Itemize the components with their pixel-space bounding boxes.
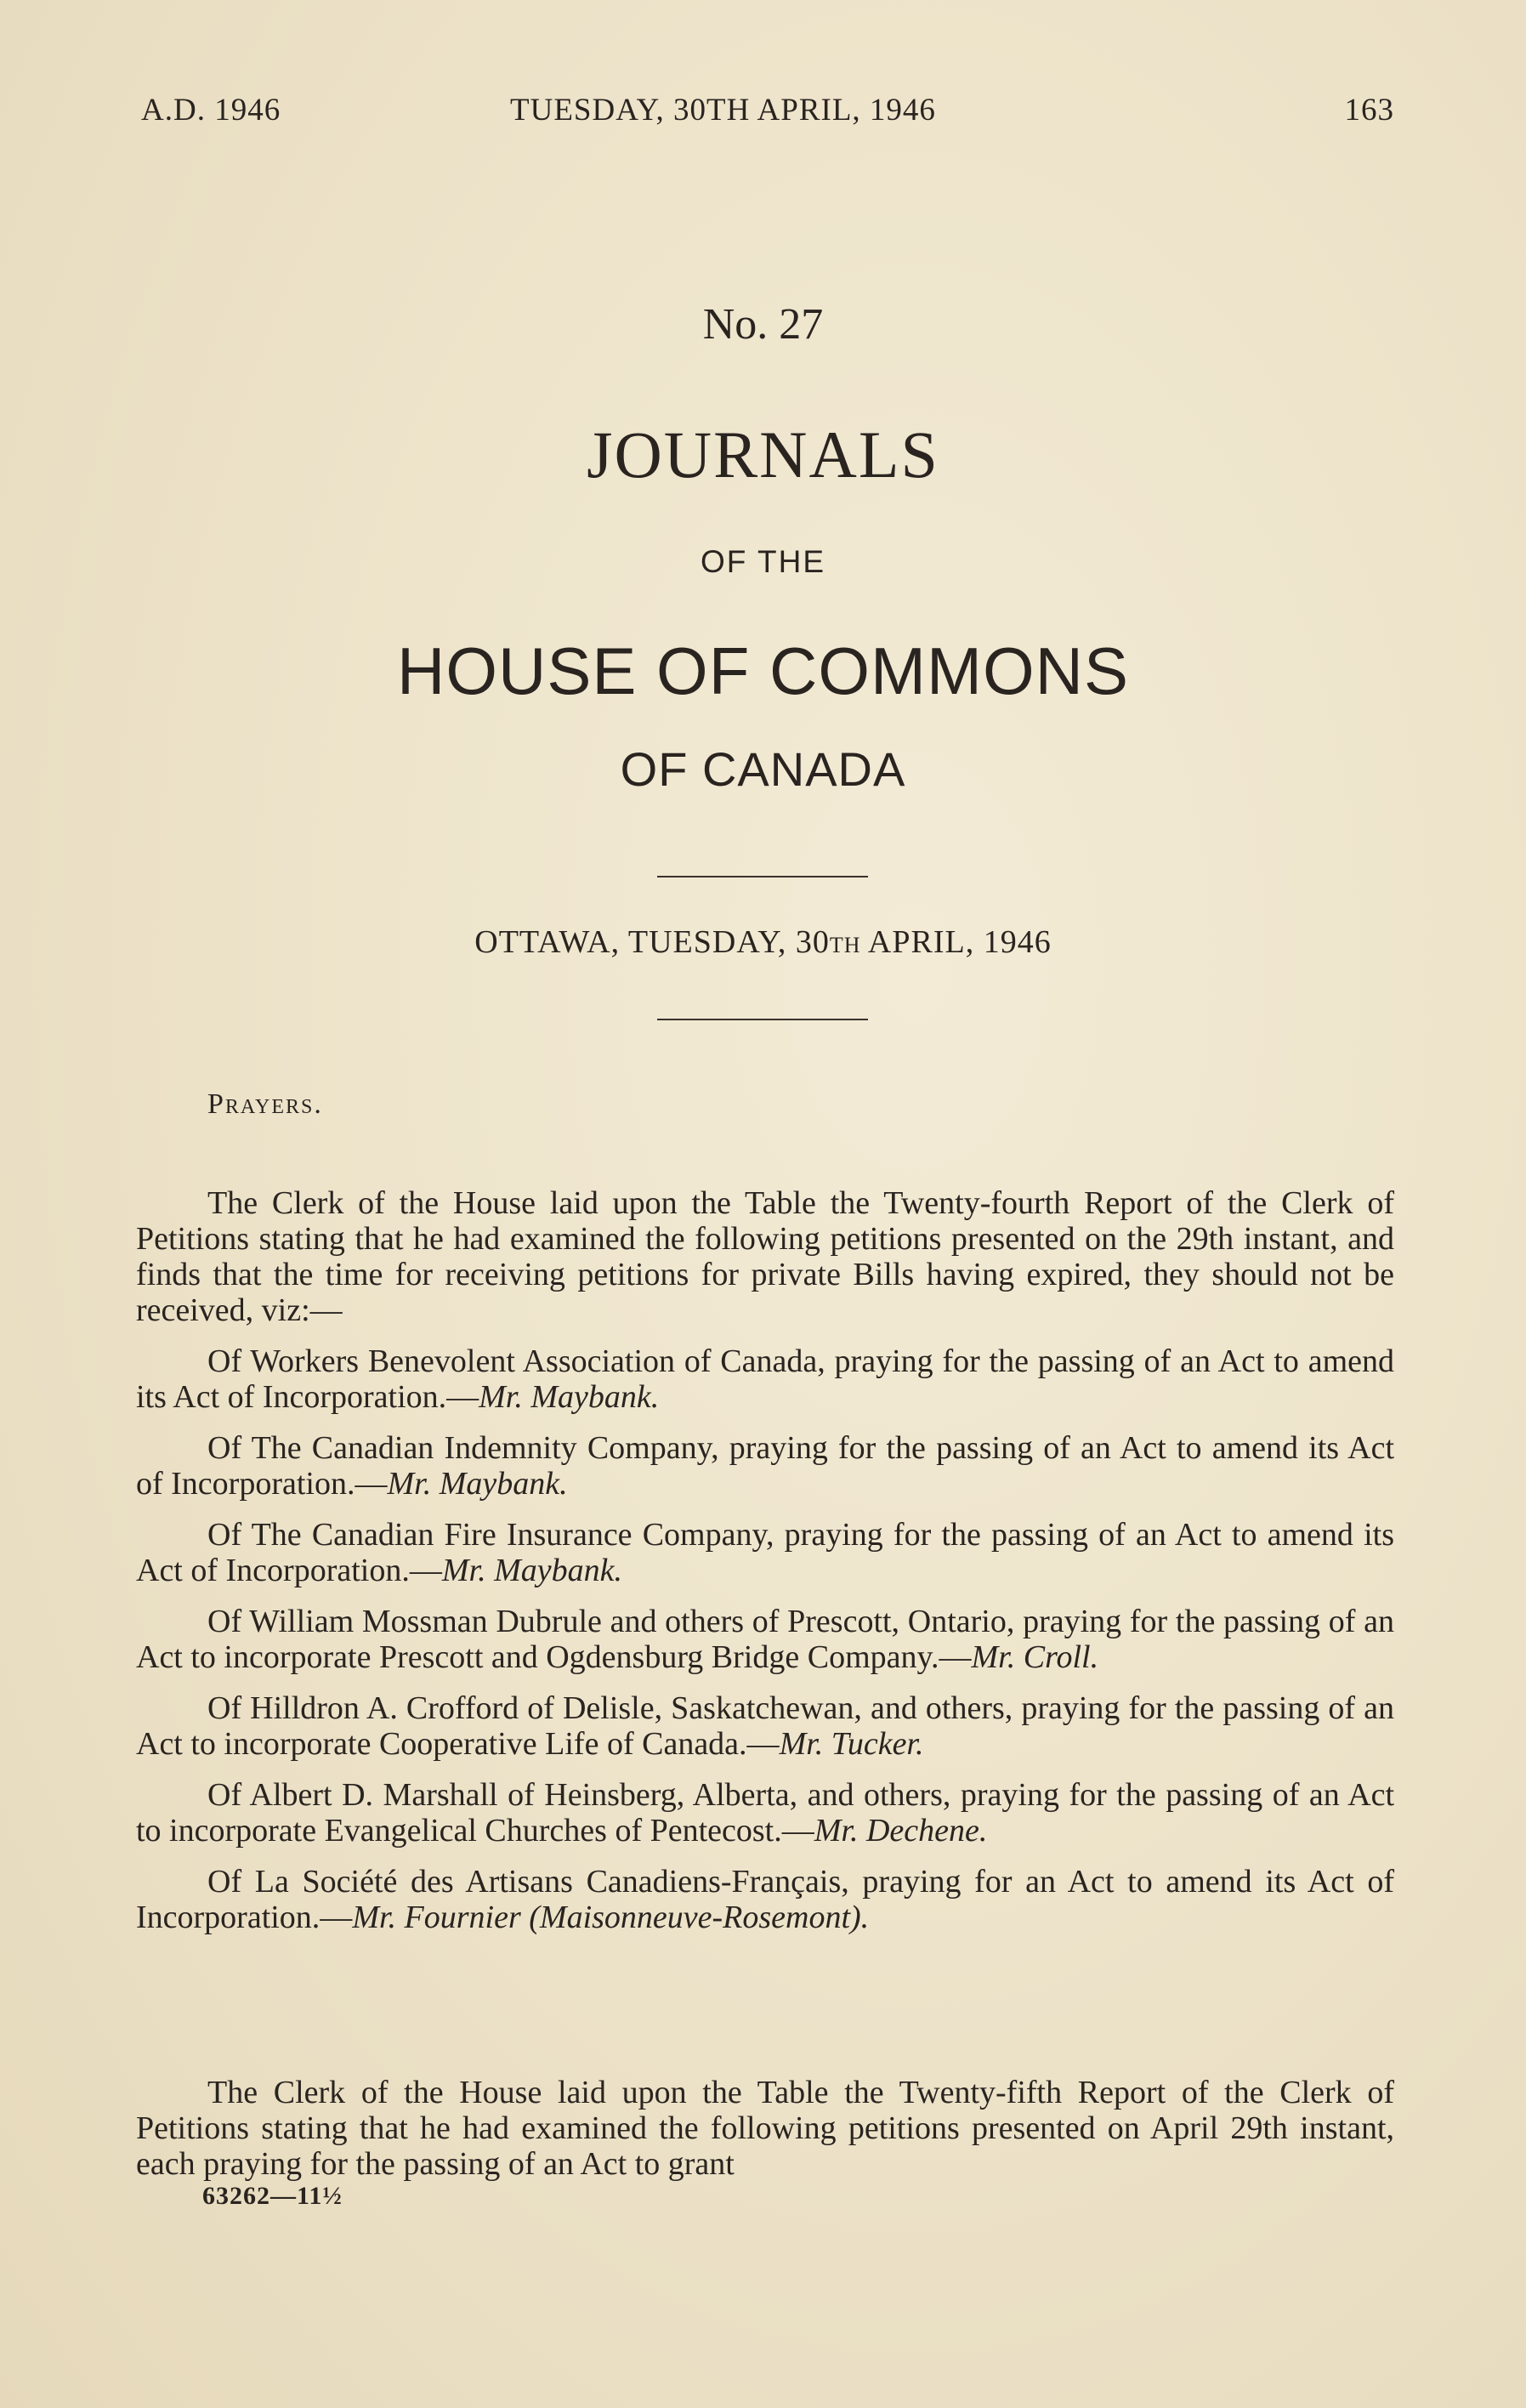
report-paragraph <box>136 1185 1394 1328</box>
petition-item <box>136 1777 1394 1849</box>
petition-mover: Mr. Maybank. <box>387 1466 568 1502</box>
dateline-ordinal: TH <box>829 933 861 957</box>
petition-text: Of William Mossman Dubrule and others of Prescott, Ontario, praying for the passing of an Act to incorporate Prescott and Ogdensburg Bridge Company.— <box>136 1604 1394 1675</box>
petition-mover: Mr. Maybank. <box>441 1553 622 1588</box>
petition-mover: Mr. Dechene. <box>814 1813 988 1849</box>
petition-item <box>136 1430 1394 1502</box>
divider-rule <box>657 1019 868 1020</box>
title-of-canada: OF CANADA <box>620 742 906 796</box>
divider-rule <box>657 876 868 877</box>
issue-number: No. 27 <box>702 300 824 349</box>
report-paragraph <box>136 2075 1394 2182</box>
print-code: 63262—11½ <box>202 2182 343 2210</box>
petition-item <box>136 1690 1394 1762</box>
petition-item <box>136 1343 1394 1415</box>
header-year: A.D. 1946 <box>141 93 281 128</box>
report-text: The Clerk of the House laid upon the Table the Twenty-fifth Report of the Clerk of Petitions stating that he had examined the following petitions presented on April 29th instant, each praying for the passing of an Act to grant <box>136 2075 1394 2182</box>
dateline <box>0 923 1526 961</box>
petition-list <box>136 1343 1394 1951</box>
petition-item <box>136 1604 1394 1675</box>
petition-mover: Mr. Croll. <box>971 1639 1099 1675</box>
petition-text: Of The Canadian Indemnity Company, praying for the passing of an Act to amend its Act of Incorporation.— <box>136 1430 1394 1502</box>
petition-mover: Mr. Maybank. <box>479 1379 660 1415</box>
petition-item <box>136 1864 1394 1935</box>
prayers-heading: Prayers. <box>207 1088 323 1120</box>
petition-text: Of The Canadian Fire Insurance Company, praying for the passing of an Act to amend its Act of Incorporation.— <box>136 1517 1394 1588</box>
title-house-of-commons: HOUSE OF COMMONS <box>396 633 1129 708</box>
dateline-suffix: APRIL, 1946 <box>860 924 1052 960</box>
petition-mover: Mr. Fournier (Maisonneuve-Rosemont). <box>352 1900 870 1935</box>
petition-item <box>136 1517 1394 1588</box>
journal-title: JOURNALS <box>587 417 939 491</box>
petition-text: Of Workers Benevolent Association of Canada, praying for the passing of an Act to amend its Act of Incorporation.— <box>136 1343 1394 1415</box>
petition-mover: Mr. Tucker. <box>779 1726 924 1762</box>
title-of-the: OF THE <box>701 544 825 579</box>
header-date: TUESDAY, 30TH APRIL, 1946 <box>510 93 936 128</box>
running-header <box>136 92 1394 134</box>
petition-text: Of La Société des Artisans Canadiens-Français, praying for an Act to amend its Act of Incorporation.— <box>136 1864 1394 1935</box>
page-number: 163 <box>1344 93 1394 128</box>
dateline-prefix: OTTAWA, TUESDAY, 30 <box>474 924 830 960</box>
report-text: The Clerk of the House laid upon the Table the Twenty-fourth Report of the Clerk of Petitions stating that he had examined the following petitions presented on the 29th instant, and finds that the time for receiving petitions for private Bills having expired, they should not be received, viz:— <box>136 1185 1394 1328</box>
petition-text: Of Hilldron A. Crofford of Delisle, Saskatchewan, and others, praying for the passing of an Act to incorporate Cooperative Life of Canada.— <box>136 1690 1394 1762</box>
petition-text: Of Albert D. Marshall of Heinsberg, Alberta, and others, praying for the passing of an Act to incorporate Evangelical Churches of Pentecost.— <box>136 1777 1394 1849</box>
